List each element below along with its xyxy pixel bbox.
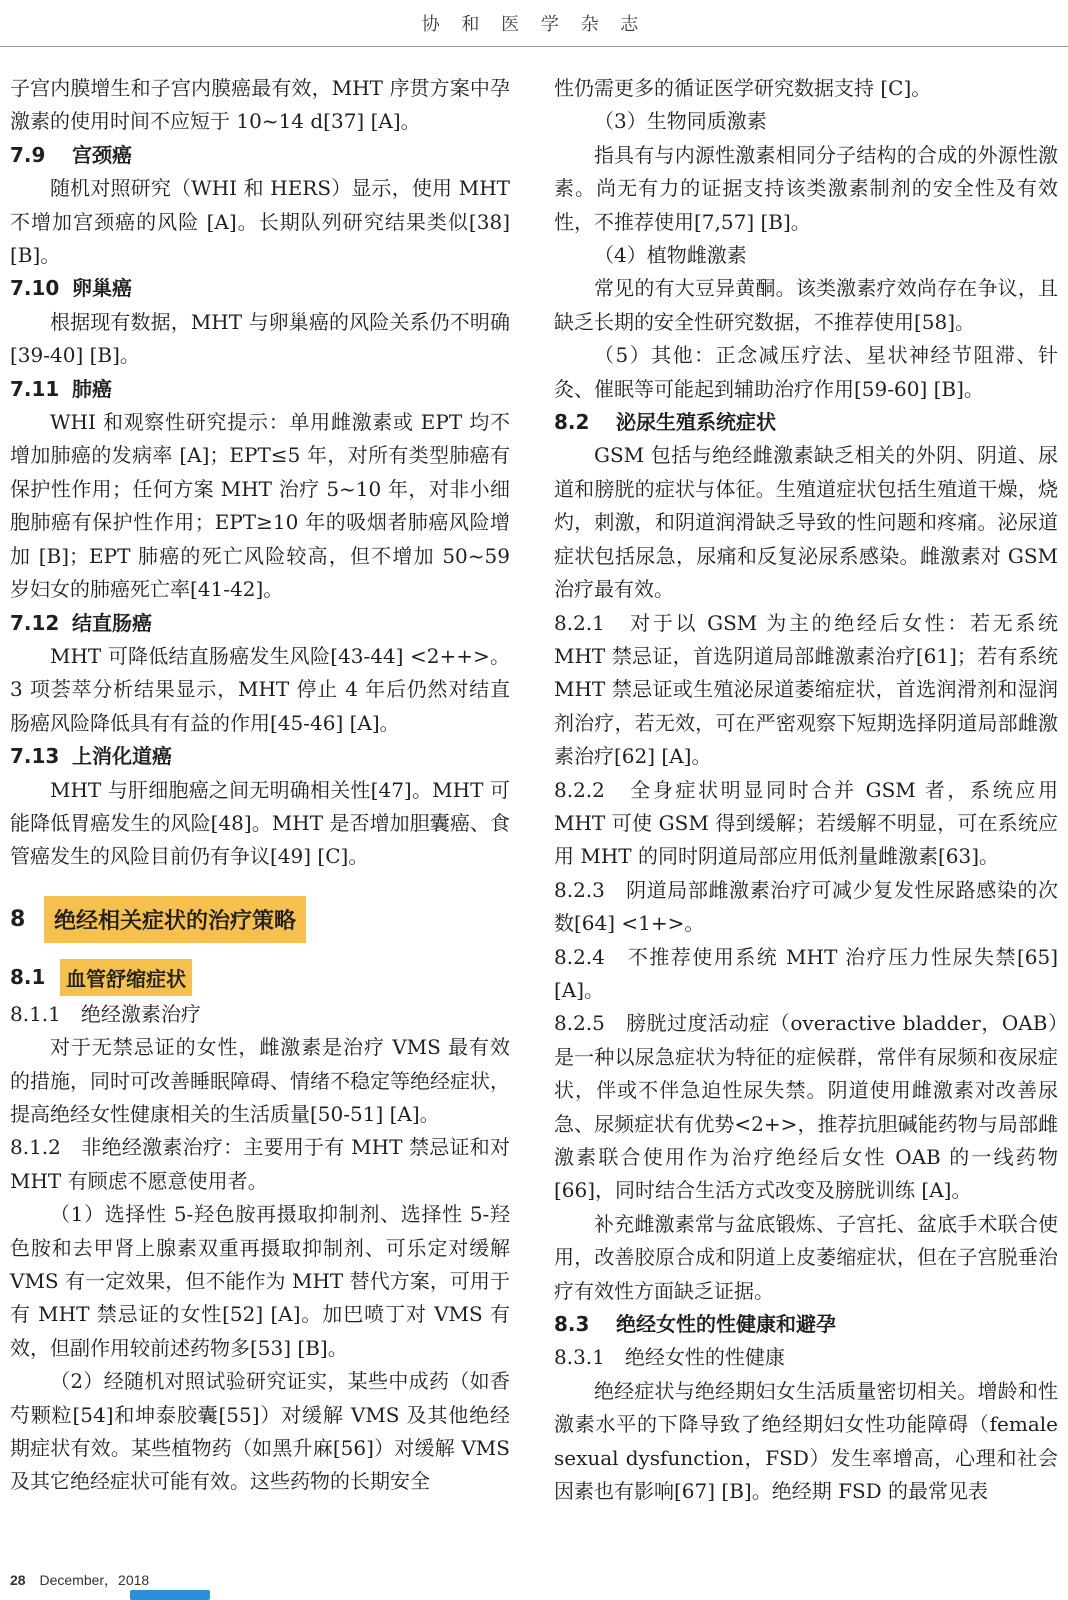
heading-number: 8.2 — [554, 410, 590, 435]
heading-text: 宫颈癌 — [72, 142, 132, 167]
heading-text: 肺癌 — [72, 376, 112, 401]
right-column — [554, 72, 1058, 1508]
section-heading — [554, 406, 1058, 439]
paragraph: （3）生物同质激素 — [594, 109, 767, 134]
paragraph: GSM 包括与绝经雌激素缺乏相关的外阴、阴道、尿道和膀胱的症状与体征。生殖道症状包括生殖道干燥，烧灼，刺激，和阴道润滑缺乏导致的性问题和疼痛。泌尿道症状包括尿急，尿痛和反复泌尿系感染。雌激素对 GSM 治疗最有效。 — [554, 443, 1058, 602]
publisher-logo-fragment — [130, 1590, 210, 1600]
paragraph: 随机对照研究（WHI 和 HERS）显示，使用 MHT 不增加宫颈癌的风险 [A]。长期队列研究结果类似[38] [B]。 — [10, 176, 510, 268]
paragraph: MHT 与肝细胞癌之间无明确相关性[47]。MHT 可能降低胃癌发生的风险[48]。MHT 是否增加胆囊癌、食管癌发生的风险目前仍有争议[49] [C]。 — [10, 777, 510, 869]
paragraph: 补充雌激素常与盆底锻炼、子宫托、盆底手术联合使用，改善胶原合成和阴道上皮萎缩症状，但在子宫脱垂治疗有效性方面缺乏证据。 — [554, 1211, 1058, 1303]
paragraph: MHT 可降低结直肠癌发生风险[43-44] <2++>。3 项荟萃分析结果显示，MHT 停止 4 年后仍然对结直肠癌风险降低具有有益的作用[45-46] [A]。 — [10, 643, 510, 735]
section-heading — [10, 607, 510, 640]
heading-number: 7.10 — [10, 276, 60, 301]
heading-number: 7.11 — [10, 376, 60, 401]
heading-number: 7.12 — [10, 610, 60, 635]
subsection-heading — [10, 959, 510, 996]
heading-number: 8.3 — [554, 1312, 590, 1337]
paragraph: 8.1.1 绝经激素治疗 — [10, 1001, 201, 1026]
paragraph: 8.2.3 阴道局部雌激素治疗可减少复发性尿路感染的次数[64] <1+>。 — [554, 877, 1058, 936]
heading-text: 卵巢癌 — [72, 276, 132, 301]
paragraph: （1）选择性 5-羟色胺再摄取抑制剂、选择性 5-羟色胺和去甲肾上腺素双重再摄取抑制剂、可乐定对缓解 VMS 有一定效果，但不能作为 MHT 替代方案，可用于有 MHT 禁忌证的女性[52] [A]。加巴喷丁对 VMS 有效，但副作用较前述药物多[53] [B]。 — [10, 1202, 510, 1360]
paragraph: 8.3.1 绝经女性的性健康 — [554, 1345, 785, 1370]
page-footer — [10, 1570, 149, 1590]
paragraph: WHI 和观察性研究提示：单用雌激素或 EPT 均不增加肺癌的发病率 [A]；EPT≤5 年，对所有类型肺癌有保护性作用；任何方案 MHT 治疗 5~10 年，对非小细胞肺癌有保护性作用；EPT≥10 年的吸烟者肺癌风险增加 [B]；EPT 肺癌的死亡风险较高，但不增加 50~59 岁妇女的肺癌死亡率[41-42]。 — [10, 410, 510, 602]
paragraph: 常见的有大豆异黄酮。该类激素疗效尚存在争议，且缺乏长期的安全性研究数据，不推荐使用[58]。 — [554, 276, 1058, 334]
chapter-number: 8 — [10, 906, 26, 932]
paragraph: 子宫内膜增生和子宫内膜癌最有效，MHT 序贯方案中孕激素的使用时间不应短于 10~14 d[37] [A]。 — [10, 76, 510, 134]
paragraph: （4）植物雌激素 — [594, 243, 747, 268]
heading-text: 结直肠癌 — [72, 610, 152, 635]
running-header — [0, 0, 1068, 47]
heading-number: 7.9 — [10, 142, 46, 167]
subsection-title-highlight: 血管舒缩症状 — [60, 959, 192, 996]
paragraph: 8.2.4 不推荐使用系统 MHT 治疗压力性尿失禁[65] [A]。 — [554, 944, 1058, 1002]
paragraph: 8.2.2 全身症状明显同时合并 GSM 者，系统应用 MHT 可使 GSM 得到缓解；若缓解不明显，可在系统应用 MHT 的同时阴道局部应用低剂量雌激素[63]。 — [554, 777, 1058, 869]
paragraph: 绝经症状与绝经期妇女生活质量密切相关。增龄和性激素水平的下降导致了绝经期妇女性功能障碍（female sexual dysfunction，FSD）发生率增高，心理和社会因素也有影响[67] [B]。绝经期 FSD 的最常见表 — [554, 1378, 1058, 1504]
page-number: 28 — [10, 1572, 26, 1588]
chapter-title-highlight: 绝经相关症状的治疗策略 — [44, 896, 306, 943]
heading-text: 泌尿生殖系统症状 — [616, 410, 776, 435]
subsection-number: 8.1 — [10, 965, 46, 990]
section-heading — [10, 373, 510, 406]
heading-text: 上消化道癌 — [72, 744, 172, 769]
paragraph: 根据现有数据，MHT 与卵巢癌的风险关系仍不明确[39-40] [B]。 — [10, 309, 510, 368]
paragraph: （2）经随机对照试验研究证实，某些中成药（如香芍颗粒[54]和坤泰胶囊[55]）对缓解 VMS 及其他绝经期症状有效。某些植物药（如黑升麻[56]）对缓解 VMS 及其它绝经症状可能有效。这些药物的长期安全 — [10, 1369, 510, 1494]
paragraph: 指具有与内源性激素相同分子结构的合成的外源性激素。尚无有力的证据支持该类激素制剂的安全性及有效性，不推荐使用[7,57] [B]。 — [554, 142, 1058, 234]
section-heading — [10, 272, 510, 305]
paragraph: 对于无禁忌证的女性，雌激素是治疗 VMS 最有效的措施，同时可改善睡眠障碍、情绪不稳定等绝经症状，提高绝经女性健康相关的生活质量[50-51] [A]。 — [10, 1035, 510, 1126]
section-heading — [10, 740, 510, 773]
paragraph: 8.2.1 对于以 GSM 为主的绝经后女性：若无系统 MHT 禁忌证，首选阴道局部雌激素治疗[61]；若有系统 MHT 禁忌证或生殖泌尿道萎缩症状，首选润滑剂和湿润剂治疗，若无效，可在严密观察下短期选择阴道局部雌激素治疗[62] [A]。 — [554, 610, 1058, 769]
paragraph: 8.2.5 膀胱过度活动症（overactive bladder，OAB）是一种以尿急症状为特征的症候群，常伴有尿频和夜尿症状，伴或不伴急迫性尿失禁。阴道使用雌激素对改善尿急、尿频症状有优势<2+>，推荐抗胆碱能药物与局部雌激素联合使用作为治疗绝经后女性 OAB 的一线药物[66]，同时结合生活方式改变及膀胱训练 [A]。 — [554, 1011, 1058, 1203]
paragraph: 8.1.2 非绝经激素治疗：主要用于有 MHT 禁忌证和对 MHT 有顾虑不愿意使用者。 — [10, 1135, 510, 1193]
left-column — [10, 72, 510, 1499]
heading-text: 绝经女性的性健康和避孕 — [616, 1312, 836, 1337]
journal-title: 协 和 医 学 杂 志 — [421, 14, 647, 35]
heading-number: 7.13 — [10, 744, 60, 769]
section-heading — [10, 139, 510, 172]
chapter-heading — [10, 896, 510, 943]
paragraph: 性仍需更多的循证医学研究数据支持 [C]。 — [554, 76, 932, 100]
section-heading — [554, 1308, 1058, 1341]
issue-date: December，2018 — [39, 1572, 150, 1588]
paragraph: （5）其他：正念减压疗法、星状神经节阻滞、针灸、催眠等可能起到辅助治疗作用[59-60] [B]。 — [554, 343, 1058, 401]
